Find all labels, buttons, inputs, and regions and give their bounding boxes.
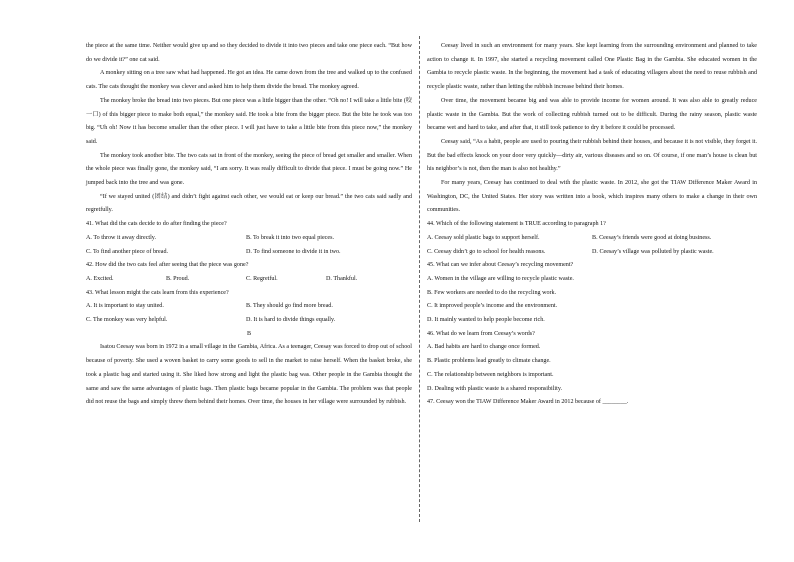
question-42 [86,259,412,286]
section-heading: B [246,330,252,337]
option-c: C. To find another piece of bread. [86,248,169,255]
option-a: A. Women in the village are willing to recycle plastic waste. [427,275,574,282]
option-a: A. Excited. [86,275,114,282]
option-d: D. To find someone to divide it in two. [246,248,341,255]
option-c: C. Ceesay didn’t go to school for health reasons. [427,248,546,255]
option-b: B. Few workers are needed to do the recycling work. [427,289,557,296]
passage-paragraph: Ceesay lived in such an environment for many years. She kept learning from the surrounding environment and planned to take action to change it. In 1997, she started a recycling movement called One Plastic Bag in the Gambia. She educated women in the Gambia to recycle plastic waste. In the beginning, the movement had a task of educating villagers about the need to reuse rubbish and recycle plastic waste, rather than letting the rubbish increase behind their homes. [427,43,757,91]
question-stem: 47. Ceesay won the TIAW Difference Maker Award in 2012 because of ________. [427,399,629,406]
question-41 [86,218,412,259]
option-d: D. Thankful. [326,275,358,282]
option-b: B. Ceesay’s friends were good at doing business. [592,234,712,241]
passage-paragraph: Ceesay said, “As a habit, people are used to pouring their rubbish behind their houses, and because it is not visible, they forget it. But the bad effects knock on your door very quickly—dirty air, various diseases and so on. Of course, if one man’s house is clean but his neighbor’s is not, then the man is also not healthy.” [427,138,757,173]
option-b: B. They should go find more bread. [246,303,333,310]
passage-paragraph: Isatou Ceesay was born in 1972 in a small village in the Gambia, Africa. As a teenager, Ceesay was forced to drop out of school because of poverty. She used a woven basket to carry some goods to sell in the market to raise herself. When the basket broke, she took a plastic bag and started using it. She liked how strong and light the plastic bag was. Other people in the Gambia thought the same and saw the same advantages of plastic bags. Then plastic bags became popular in the Gambia. The problem was that people did not reuse the bags and simply threw them behind their homes. Over time, the houses in her village were surrounded by rubbish. [86,344,412,406]
option-b: B. Proud. [166,275,190,282]
option-b: B. Plastic problems lead greatly to climate change. [427,358,551,365]
option-a: A. Ceesay sold plastic bags to support herself. [427,234,540,241]
passage-paragraph: Over time, the movement became big and was able to provide income for women around. It was also able to greatly reduce plastic waste in the Gambia. But the work of collecting rubbish turned out to be difficult. During the rainy season, plastic waste became wet and hard to take, and after that, it still took patience to dry it before it could be processed. [427,97,757,132]
option-d: D. It is hard to divide things equally. [246,317,336,324]
option-c: C. Regretful. [246,275,278,282]
passage-paragraph: the piece at the same time. Neither would give up and so they decided to divide it into two pieces and take one piece each. “But how do we divide it?” one cat said. [86,43,412,63]
question-stem: 45. What can we infer about Ceesay’s recycling movement? [427,262,574,269]
question-stem: 43. What lesson might the cats learn from this experience? [86,289,229,296]
question-stem: 46. What do we learn from Ceesay’s words? [427,330,535,337]
option-a: A. To throw it away directly. [86,234,156,241]
question-44 [427,218,757,259]
question-46 [427,328,757,397]
question-stem: 41. What did the cats decide to do after finding the piece? [86,221,227,228]
question-stem: 42. How did the two cats feel after seeing that the piece was gone? [86,262,249,269]
right-column [427,40,757,410]
passage-paragraph: The monkey broke the bread into two pieces. But one piece was a little bigger than the other. “Oh no! I will take a little bite (咬一口) of this bigger piece to make both equal,” the monkey said. He took a bite from the bigger piece. But the bite he took was too big. “Uh oh! Now it has become smaller than the other piece. I will just have to take a little bite from this piece now,” the monkey said. [86,97,412,145]
option-c: C. The monkey was very helpful. [86,317,168,324]
question-stem: 44. Which of the following statement is TRUE according to paragraph 1? [427,221,606,228]
question-43 [86,287,412,328]
left-column [86,40,412,410]
option-b: B. To break it into two equal pieces. [246,234,334,241]
option-a: A. Bad habits are hard to change once formed. [427,344,541,351]
passage-paragraph: “If we stayed united (团结) and didn’t fight against each other, we would eat or keep our bread.” the two cats said sadly and regretfully. [86,193,412,214]
option-a: A. It is important to stay united. [86,303,164,310]
option-d: D. It mainly wanted to help people become rich. [427,317,545,324]
option-d: D. Ceesay’s village was polluted by plastic waste. [592,248,714,255]
question-47 [427,396,757,410]
passage-paragraph: The monkey took another bite. The two cats sat in front of the monkey, seeing the piece of bread get smaller and smaller. When the whole piece was finally gone, the monkey said, “I am sorry. It was really difficult to divide that piece. I must be going now.” He jumped back into the tree and was gone. [86,152,412,187]
option-c: C. It improved people’s income and the environment. [427,303,558,310]
column-divider [419,36,420,522]
option-d: D. Dealing with plastic waste is a shared responsibility. [427,385,562,392]
question-45 [427,259,757,328]
passage-paragraph: For many years, Ceesay has continued to deal with the plastic waste. In 2012, she got the TIAW Difference Maker Award in Washington, DC, the United States. Her story was written into a book, which inspires many others to make a change in their own communities. [427,180,757,214]
option-c: C. The relationship between neighbors is important. [427,371,554,378]
passage-paragraph: A monkey sitting on a tree saw what had happened. He got an idea. He came down from the tree and walked up to the confused cats. The cats thought the monkey was clever and asked him to help them divide the bread. The monkey agreed. [86,70,412,91]
